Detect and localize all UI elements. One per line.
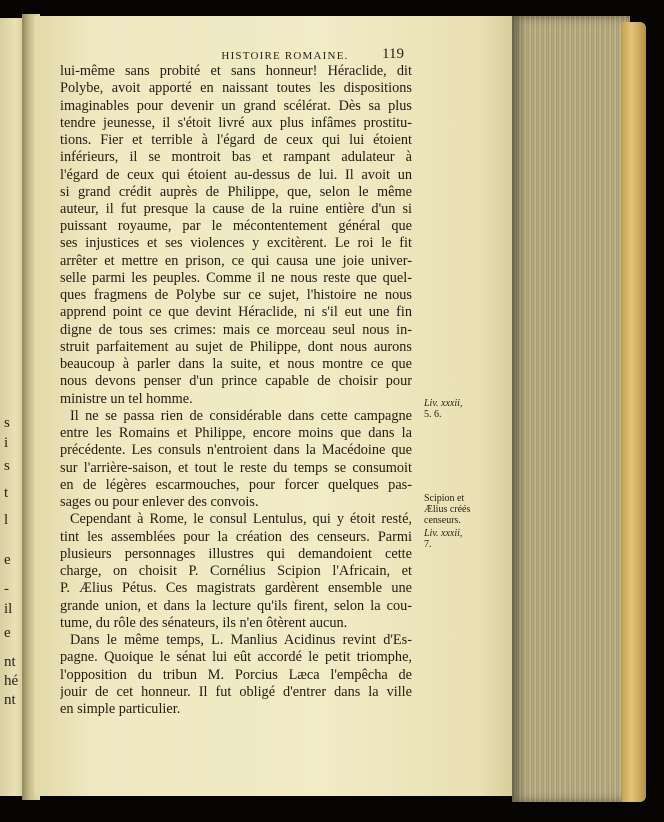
text-line: entre les Romains et Philippe, encore moins que dans la [60,425,412,442]
page-block-edge [512,16,630,802]
margin-note-ref: Liv. xxxii, [424,528,463,539]
margin-note-ref: 5. 6. [424,409,442,420]
text-line: selle parmi les peuples. Comme il ne nous reste que quel- [60,269,412,286]
text-line: en simple particulier. [60,701,181,717]
text-line: tint les assemblées pour la création des censeurs. Parmi [60,528,412,545]
left-page-fragment: i [4,435,9,451]
text-line: auteur, il fut presque la cause de la ruine entière d'un si [60,200,412,217]
text-line: si grand crédit auprès de Philippe, que, selon le même [60,183,412,200]
text-line: arrêter et mettre en prison, ce qui causa une joie univer- [60,252,412,269]
left-page-fragment: t [4,485,9,501]
text-line: puissant royaume, par le mécontentement général que [60,218,412,235]
text-line: lui-même sans probité et sans honneur! Héraclide, dit [60,63,412,79]
text-line: tume, du rôle des sénateurs, ils n'en ôtèrent aucun. [60,614,348,631]
left-page-fragment: - [4,581,9,597]
text-line: ministre un tel homme. [60,390,193,407]
page-number: 119 [382,46,404,62]
text-line: charge, on choisit P. Cornélius Scipion l'Africain, et [60,563,412,580]
text-line: Dans le même temps, L. Manlius Acidinus revint d'Es- [70,632,412,648]
text-line: digne de tous ses crimes: mais ce morceau seul nous in- [60,321,412,338]
text-line: l'opposition du tribun M. Porcius Læca l'empêcha de [60,666,412,683]
running-title: HISTOIRE ROMAINE. [221,50,349,62]
text-line: en de légères escarmouches, pour forcer quelques pas- [60,476,412,493]
text-line: ses injustices et ses violences y excitèrent. Le roi le fit [60,235,412,252]
left-page-fragment: e [4,552,11,568]
text-line: Il ne se passa rien de considérable dans cette campagne [70,407,412,424]
text-line: l'égard de ceux qui étoient au-dessus de lui. Il avoit un [60,166,412,183]
text-line: nous devons penser d'un prince capable de choisir pour [60,373,412,390]
text-line: grande union, et dans la lecture qu'ils firent, selon la cou- [60,597,412,614]
text-line: apprend point ce que devint Héraclide, ni s'il eut une fin [60,304,412,321]
margin-note-topic: Scipion et [424,493,465,504]
left-page-fragment: s [4,458,10,474]
text-line: struit parfaitement au sujet de Philippe, dont nous aurons [60,338,412,355]
text-line: pagne. Quoique le sénat lui eût accordé le petit triomphe, [60,649,412,666]
text-line: jouir de cet honneur. Il fut obligé d'entrer dans la ville [60,683,412,700]
text-line: imaginables pour devenir un grand scélérat. Dès sa plus [60,97,412,114]
margin-note-topic: Ælius créés [424,504,471,515]
text-line: Cependant à Rome, le consul Lentulus, qui y étoit resté, [70,511,412,528]
left-page-fragment: nt [4,692,16,708]
text-line: sages ou pour enlever des convois. [60,494,259,511]
text-line: précédente. Les consuls n'entroient dans la Macédoine que [60,442,412,459]
left-page-fragment: e [4,625,11,641]
left-page-fragment: il [4,601,13,617]
text-line: sur l'arrière-saison, et tout le reste du temps se consumoit [60,459,412,476]
book-cover-edge [622,22,646,802]
left-page-fragment: s [4,415,10,431]
text-line: beaucoup à parler dans la suite, et nous montre ce que [60,356,412,373]
text-line: plusieurs personnages illustres qui demandoient cette [60,545,412,562]
left-page-fragment: hé [4,673,19,689]
text-line: tendre jeunesse, il s'étoit livré aux plus infâmes prostitu- [60,114,412,131]
text-line: P. Ælius Pétus. Ces magistrats gardèrent ensemble une [60,580,412,597]
text-line: inférieurs, il se montroit bas et rampant adulateur à [60,149,412,166]
text-line: Polybe, avoit apporté en naissant toutes les dispositions [60,80,412,97]
margin-note-topic: censeurs. [424,515,461,526]
text-line: ques fragmens de Polybe sur ce sujet, l'histoire ne nous [60,287,412,304]
left-page-fragment: l [4,512,9,528]
margin-note-ref: 7. [424,539,432,550]
margin-note-ref: Liv. xxxii, [424,398,463,409]
left-page-fragment: nt [4,654,16,670]
text-line: tions. Fier et terrible à l'égard de ceux qui lui étoient [60,132,412,148]
